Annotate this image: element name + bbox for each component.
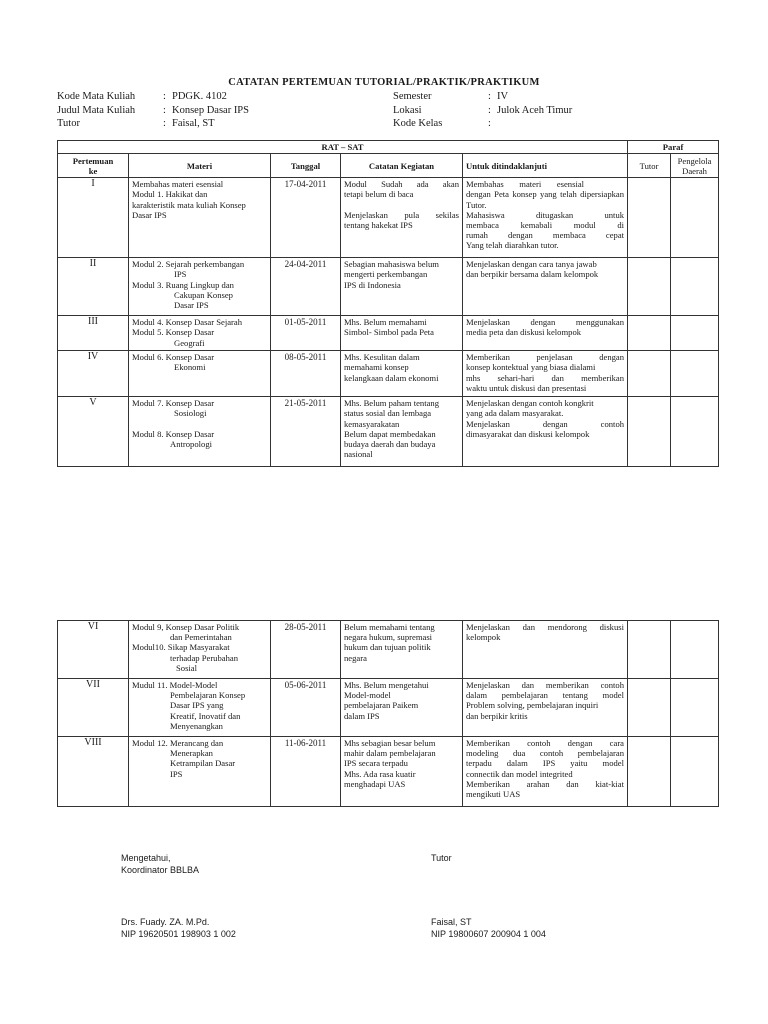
catatan-line: Mhs sebagian besar belum <box>344 738 436 748</box>
info-label: Tutor <box>57 118 80 129</box>
info-separator: : <box>163 91 166 102</box>
signature-left <box>121 853 236 940</box>
materi-cell <box>129 258 271 316</box>
tanggal-cell: 05-06-2011 <box>271 679 341 737</box>
info-separator: : <box>488 91 491 102</box>
tindak-line: dengan Peta konsep yang telah dipersiapkan <box>466 189 625 200</box>
catatan-line: Simbol- Simbol pada Peta <box>344 327 434 338</box>
header-tindak-lanjut: Untuk ditindaklanjuti <box>463 154 628 178</box>
catatan-line: Mhs. Belum memahami <box>344 317 427 328</box>
tindak-line: Yang telah diarahkan tutor. <box>466 240 559 251</box>
tindak-lanjut-cell <box>463 397 628 467</box>
materi-cell <box>129 397 271 467</box>
tindak-lanjut-cell <box>463 737 628 807</box>
table-row <box>58 679 719 737</box>
materi-line: Dasar IPS <box>174 300 209 311</box>
info-value: Julok Aceh Timur <box>497 104 573 116</box>
header-line: Pengelola <box>677 155 712 166</box>
info-label: Judul Mata Kuliah <box>57 104 136 116</box>
materi-line: Modul 12. Merancang dan <box>132 738 224 748</box>
signature-right-name: Faisal, ST <box>431 917 472 927</box>
info-separator: : <box>163 104 166 116</box>
signature-right-nip: NIP 19800607 200904 1 004 <box>431 928 546 939</box>
info-left <box>57 90 249 131</box>
header-line: ke <box>88 165 98 176</box>
catatan-cell <box>341 737 463 807</box>
signature-space <box>121 876 236 917</box>
tindak-line: dimasyarakat dan diskusi kelompok <box>466 428 590 439</box>
tindak-line: Memberikan arahan dan kiat-kiat <box>466 778 624 789</box>
materi-line: Membahas materi esensial <box>132 179 224 190</box>
table-row <box>58 258 719 316</box>
tanggal-cell: 11-06-2011 <box>271 737 341 807</box>
tindak-line: membaca kemabali modul di <box>466 220 625 231</box>
paraf-tutor-cell <box>628 258 671 316</box>
tanggal-cell: 28-05-2011 <box>271 621 341 679</box>
tindak-line: Menjelaskan dan memberikan contoh <box>466 680 624 690</box>
table-row <box>58 737 719 807</box>
materi-line: Dasar IPS <box>132 209 167 220</box>
catatan-line: Belum dapat membedakan <box>344 428 436 439</box>
tindak-line: Mahasiswa ditugaskan untuk <box>466 209 625 220</box>
materi-line: Modul10. Sikap Masyarakat <box>132 642 230 653</box>
tindak-line: konsep kontektual yang biasa dialami <box>466 362 596 373</box>
catatan-line: status sosial dan lembaga <box>344 408 432 419</box>
meeting-table-part-2 <box>57 620 719 807</box>
catatan-line: negara <box>344 652 367 663</box>
tindak-line: Memberikan contoh dengan cara <box>466 738 624 748</box>
catatan-line: mahir dalam pembelajaran <box>344 748 436 759</box>
header-materi: Materi <box>129 154 271 178</box>
materi-line: Modul 6. Konsep Dasar <box>132 352 215 363</box>
catatan-line: memahami konsep <box>344 362 409 373</box>
meeting-table-part-1 <box>57 140 719 467</box>
materi-line: terhadap Perubahan <box>170 652 239 663</box>
catatan-line: Model-model <box>344 690 391 701</box>
materi-line: IPS <box>174 269 187 280</box>
materi-line: Sosiologi <box>174 408 207 419</box>
materi-line: IPS <box>170 768 183 779</box>
document-title: CATATAN PERTEMUAN TUTORIAL/PRAKTIK/PRAKTIKUM <box>228 77 540 88</box>
info-value: PDGK. 4102 <box>172 91 227 102</box>
materi-line: Modul 9, Konsep Dasar Politik <box>132 622 240 632</box>
pertemuan-number: VII <box>58 679 129 737</box>
info-label: Lokasi <box>393 104 422 116</box>
info-row-kode-kelas <box>393 117 572 131</box>
materi-line: Modul 2. Sejarah perkembangan <box>132 259 245 270</box>
materi-line: Mudul 11. Model-Model <box>132 680 218 690</box>
paraf-pengelola-cell <box>671 258 719 316</box>
header-rat-sat: RAT – SAT <box>58 141 628 154</box>
tanggal-cell: 08-05-2011 <box>271 351 341 397</box>
table-row <box>58 316 719 351</box>
materi-line: Menerapkan <box>170 748 213 759</box>
paraf-tutor-cell <box>628 679 671 737</box>
materi-cell <box>129 351 271 397</box>
info-separator: : <box>488 104 491 116</box>
tindak-line: Menjelaskan dengan menggunakan <box>466 317 625 328</box>
materi-line: Ekonomi <box>174 362 206 373</box>
materi-line: Cakupan Konsep <box>174 289 233 300</box>
tindak-line: mengikuti UAS <box>466 789 521 800</box>
tindak-lanjut-cell <box>463 258 628 316</box>
paraf-tutor-cell <box>628 351 671 397</box>
pertemuan-number: VIII <box>58 737 129 807</box>
materi-line: Dasar IPS yang <box>170 700 224 711</box>
catatan-line: Belum memahami tentang <box>344 622 435 632</box>
tindak-line: waktu untuk diskusi dan presentasi <box>466 382 587 393</box>
header-line: Daerah <box>682 165 707 176</box>
info-row-semester <box>393 90 572 104</box>
catatan-line: Menjelaskan pula sekilas <box>344 209 459 220</box>
header-pengelola <box>671 154 719 178</box>
catatan-line: IPS di Indonesia <box>344 279 401 290</box>
pertemuan-number: VI <box>58 621 129 679</box>
catatan-cell <box>341 258 463 316</box>
catatan-cell <box>341 621 463 679</box>
catatan-line: budaya daerah dan budaya <box>344 439 436 450</box>
tindak-line: Menjelaskan dan mendorong diskusi <box>466 622 624 632</box>
pertemuan-number: I <box>58 178 129 258</box>
info-row-judul-mk <box>57 104 249 118</box>
paraf-pengelola-cell <box>671 737 719 807</box>
tanggal-cell: 17-04-2011 <box>271 178 341 258</box>
paraf-pengelola-cell <box>671 679 719 737</box>
paraf-tutor-cell <box>628 178 671 258</box>
paraf-tutor-cell <box>628 397 671 467</box>
header-paraf: Paraf <box>628 141 719 154</box>
catatan-line: Modul Sudah ada akan <box>344 179 459 190</box>
catatan-line: Mhs. Kesulitan dalam <box>344 352 420 363</box>
tanggal-cell: 01-05-2011 <box>271 316 341 351</box>
paraf-tutor-cell <box>628 316 671 351</box>
catatan-line: Mhs. Belum mengetahui <box>344 680 429 690</box>
paraf-pengelola-cell <box>671 621 719 679</box>
info-label: Kode Mata Kuliah <box>57 91 136 102</box>
materi-line: Modul 1. Hakikat dan <box>132 189 208 200</box>
info-label: Kode Kelas <box>393 118 443 129</box>
tindak-line: Memberikan penjelasan dengan <box>466 352 625 363</box>
table-row <box>58 178 719 258</box>
info-right <box>393 90 572 131</box>
paraf-pengelola-cell <box>671 351 719 397</box>
info-value: Konsep Dasar IPS <box>172 104 249 116</box>
header-pertemuan <box>58 154 129 178</box>
table-row <box>58 397 719 467</box>
materi-line: Ketrampilan Dasar <box>170 758 236 769</box>
table-row <box>58 351 719 397</box>
materi-cell <box>129 679 271 737</box>
info-label: Semester <box>393 91 432 102</box>
spacer <box>344 200 459 210</box>
tindak-line: dan berpikir bersama dalam kelompok <box>466 269 599 280</box>
header-tutor: Tutor <box>628 154 671 178</box>
tindak-lanjut-cell <box>463 316 628 351</box>
header-tanggal: Tanggal <box>271 154 341 178</box>
materi-line: Pembelajaran Konsep <box>170 690 246 701</box>
tindak-line: yang ada dalam masyarakat. <box>466 408 564 419</box>
catatan-line: tentang hakekat IPS <box>344 219 413 230</box>
materi-line: Modul 7. Konsep Dasar <box>132 398 215 409</box>
signature-left-line1: Mengetahui, <box>121 853 171 863</box>
signature-left-line2: Koordinator BBLBA <box>121 864 200 875</box>
pertemuan-number: II <box>58 258 129 316</box>
materi-line: dan Pemerintahan <box>170 632 232 643</box>
tindak-line: modeling dua contoh pembelajaran <box>466 748 624 759</box>
tindak-line: Membahas materi esensial <box>466 179 585 190</box>
signature-right <box>431 853 546 940</box>
materi-cell <box>129 178 271 258</box>
tindak-lanjut-cell <box>463 178 628 258</box>
table-header-row-2 <box>58 154 719 178</box>
paraf-tutor-cell <box>628 737 671 807</box>
tindak-line: dalam pembelajaran tentang model <box>466 690 624 701</box>
materi-cell <box>129 316 271 351</box>
signature-space <box>431 865 546 918</box>
tindak-lanjut-cell <box>463 679 628 737</box>
materi-cell <box>129 621 271 679</box>
catatan-line: menghadapi UAS <box>344 778 406 789</box>
info-row-lokasi <box>393 104 572 118</box>
info-row-kode-mk <box>57 90 249 104</box>
catatan-line: Sebagian mahasiswa belum <box>344 259 439 270</box>
tindak-line: Menjelaskan dengan contoh kongkrit <box>466 398 594 409</box>
tindak-line: dan berpikir kritis <box>466 710 528 721</box>
catatan-line: mengerti perkembangan <box>344 269 428 280</box>
table-row <box>58 621 719 679</box>
catatan-line: kemasyarakatan <box>344 418 400 429</box>
catatan-cell <box>341 351 463 397</box>
tanggal-cell: 24-04-2011 <box>271 258 341 316</box>
materi-line: Modul 4. Konsep Dasar Sejarah <box>132 317 243 328</box>
materi-line: Antropologi <box>170 438 213 449</box>
paraf-pengelola-cell <box>671 316 719 351</box>
paraf-tutor-cell <box>628 621 671 679</box>
materi-line: karakteristik mata kuliah Konsep <box>132 199 246 210</box>
tindak-line: Menjelaskan dengan cara tanya jawab <box>466 259 597 270</box>
materi-cell <box>129 737 271 807</box>
catatan-cell <box>341 679 463 737</box>
materi-line: Sosial <box>176 662 198 673</box>
catatan-cell <box>341 316 463 351</box>
info-value: Faisal, ST <box>172 118 215 129</box>
signature-left-nip: NIP 19620501 198903 1 002 <box>121 928 236 939</box>
signature-right-line1: Tutor <box>431 853 452 863</box>
catatan-line: IPS secara terpadu <box>344 758 408 769</box>
tindak-line: Problem solving, pembelajaran inquiri <box>466 700 599 711</box>
tindak-line: Tutor. <box>466 199 487 210</box>
tindak-line: kelompok <box>466 632 501 643</box>
tindak-line: mhs sehari-hari dan memberikan <box>466 372 625 383</box>
tindak-line: terpadu dalam IPS yaitu model <box>466 758 624 769</box>
tindak-line: connectik dan model integrited <box>466 768 573 779</box>
catatan-line: negara hukum, supremasi <box>344 632 433 643</box>
catatan-line: Mhs. Ada rasa kuatir <box>344 768 416 779</box>
tindak-lanjut-cell <box>463 351 628 397</box>
pertemuan-number: III <box>58 316 129 351</box>
materi-line: Modul 5. Konsep Dasar <box>132 327 215 338</box>
info-value: IV <box>497 91 509 102</box>
spacer <box>132 419 267 429</box>
catatan-cell <box>341 397 463 467</box>
tindak-line: rumah dengan membaca cepat <box>466 230 625 241</box>
materi-line: Menyenangkan <box>170 720 223 731</box>
materi-line: Modul 8. Konsep Dasar <box>132 428 215 439</box>
catatan-line: pembelajaran Paikem <box>344 700 419 711</box>
materi-line: Modul 3. Ruang Lingkup dan <box>132 279 234 290</box>
info-separator: : <box>163 118 166 129</box>
tindak-line: media peta dan diskusi kelompok <box>466 327 582 338</box>
paraf-pengelola-cell <box>671 397 719 467</box>
catatan-cell <box>341 178 463 258</box>
table-header-row-1 <box>58 141 719 154</box>
catatan-line: tetapi belum di baca <box>344 189 414 200</box>
header-line: Pertemuan <box>72 155 114 166</box>
tindak-lanjut-cell <box>463 621 628 679</box>
tindak-line: Menjelaskan dengan contoh <box>466 418 625 429</box>
header-catatan: Catatan Kegiatan <box>341 154 463 178</box>
catatan-line: hukum dan tujuan politik <box>344 642 431 653</box>
materi-line: Geografi <box>174 337 205 348</box>
paraf-pengelola-cell <box>671 178 719 258</box>
catatan-line: Mhs. Belum paham tentang <box>344 398 439 409</box>
signature-left-name: Drs. Fuady. ZA. M.Pd. <box>121 917 210 927</box>
catatan-line: dalam IPS <box>344 710 380 721</box>
pertemuan-number: V <box>58 397 129 467</box>
catatan-line: nasional <box>344 449 373 460</box>
tanggal-cell: 21-05-2011 <box>271 397 341 467</box>
materi-line: Kreatif, Inovatif dan <box>170 710 241 721</box>
info-row-tutor <box>57 117 249 131</box>
info-separator: : <box>488 118 491 129</box>
catatan-line: kelangkaan dalam ekonomi <box>344 372 439 383</box>
pertemuan-number: IV <box>58 351 129 397</box>
